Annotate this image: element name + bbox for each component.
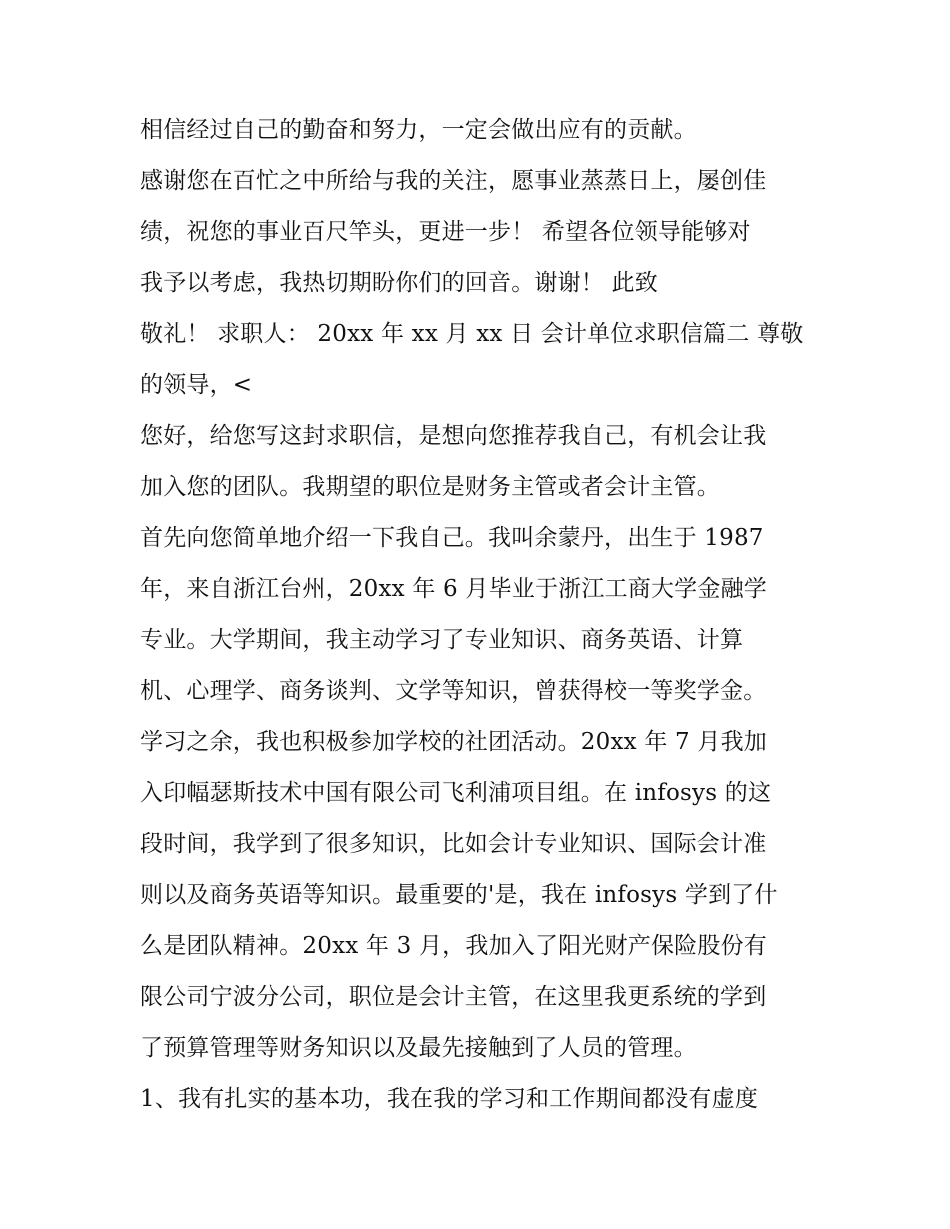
- text-line: 限公司宁波分公司，职位是会计主管，在这里我更系统的学到: [140, 984, 767, 1010]
- text-line: 机、心理学、商务谈判、文学等知识，曾获得校一等奖学金。: [140, 678, 767, 704]
- letter-body: [140, 105, 820, 1125]
- text-line: 敬礼！ 求职人： 20xx 年 xx 月 xx 日 会计单位求职信篇二 尊敬: [140, 321, 804, 347]
- text-line: 专业。大学期间，我主动学习了专业知识、商务英语、计算: [140, 627, 744, 653]
- text-line: 我予以考虑，我热切期盼你们的回音。谢谢！ 此致: [140, 270, 658, 296]
- text-line: 绩，祝您的事业百尺竿头，更进一步！ 希望各位领导能够对: [140, 219, 751, 245]
- text-line: 1、我有扎实的基本功，我在我的学习和工作期间都没有虚度: [140, 1086, 759, 1112]
- text-line: 则以及商务英语等知识。最重要的'是，我在 infosys 学到了什: [140, 882, 778, 908]
- text-line: 相信经过自己的勤奋和努力，一定会做出应有的贡献。: [140, 117, 697, 143]
- text-line: 加入您的团队。我期望的职位是财务主管或者会计主管。: [140, 474, 720, 500]
- text-line: 首先向您简单地介绍一下我自己。我叫余蒙丹，出生于 1987: [140, 525, 764, 551]
- text-line: 的领导，<: [140, 372, 253, 398]
- text-line: 感谢您在百忙之中所给与我的关注，愿事业蒸蒸日上，屡创佳: [140, 168, 767, 194]
- text-line: 您好，给您写这封求职信，是想向您推荐我自己，有机会让我: [140, 423, 767, 449]
- text-line: 年，来自浙江台州，20xx 年 6 月毕业于浙江工商大学金融学: [140, 576, 767, 602]
- text-line: 么是团队精神。20xx 年 3 月，我加入了阳光财产保险股份有: [140, 933, 767, 959]
- text-line: 入印幅瑟斯技术中国有限公司飞利浦项目组。在 infosys 的这: [140, 780, 772, 806]
- text-line: 段时间，我学到了很多知识，比如会计专业知识、国际会计准: [140, 831, 767, 857]
- text-line: 了预算管理等财务知识以及最先接触到了人员的管理。: [140, 1035, 697, 1061]
- text-line: 学习之余，我也积极参加学校的社团活动。20xx 年 7 月我加: [140, 729, 767, 755]
